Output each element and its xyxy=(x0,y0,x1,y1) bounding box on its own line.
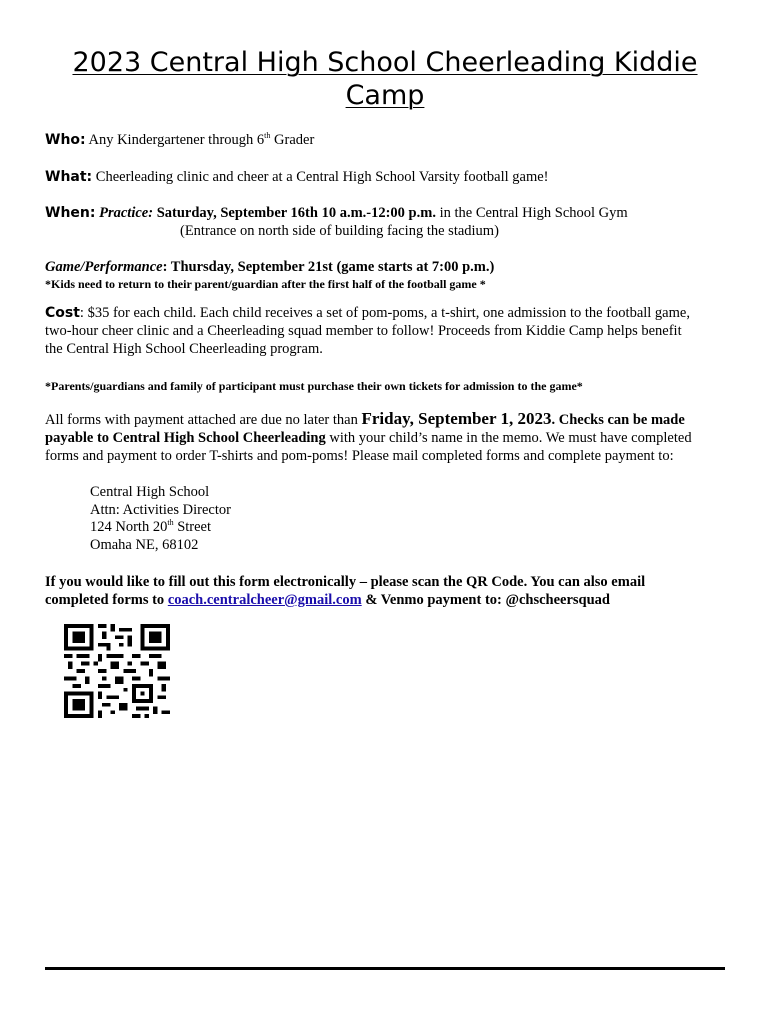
email-link[interactable]: coach.centralcheer@gmail.com xyxy=(167,592,362,608)
forms-payable: payable to Central High School Cheerleading xyxy=(45,430,326,446)
address-line4: Omaha NE, 68102 xyxy=(90,536,199,553)
who-label: Who: xyxy=(45,132,86,148)
address-line2: Attn: Activities Director xyxy=(90,501,231,518)
address-line3: 124 North 20 xyxy=(90,519,168,535)
practice-time: Saturday, September 16th 10 a.m.-12:00 p.m. xyxy=(156,205,436,221)
tickets-note: *Parents/guardians and family of participant must purchase their own tickets for admission to the game* xyxy=(45,379,583,393)
electronic-paragraph xyxy=(45,573,735,609)
practice-location: in the Central High School Gym xyxy=(435,205,628,221)
electronic-line1: If you would like to fill out this form electronically – please scan the QR Code. You can also email xyxy=(45,574,646,590)
mailing-address xyxy=(90,484,231,554)
game-label: Game/Performance xyxy=(45,259,163,275)
cost-line3: the Central High School Cheerleading program. xyxy=(45,341,323,357)
when-label: When: xyxy=(45,205,96,221)
forms-due-date: Friday, September 1, 2023 xyxy=(361,409,552,428)
game-note: *Kids need to return to their parent/guardian after the first half of the football game * xyxy=(45,277,486,291)
forms-paragraph xyxy=(45,410,735,465)
cost-label: Cost xyxy=(45,305,80,321)
who-line xyxy=(45,131,314,149)
forms-line3: forms and payment to order T-shirts and pom-poms! Please mail completed forms and complete payment to: xyxy=(45,448,674,464)
address-line1: Central High School xyxy=(90,484,210,500)
address-line3-sup: th xyxy=(167,518,174,528)
forms-checks: . Checks can be made xyxy=(551,412,685,428)
what-line xyxy=(45,168,549,186)
game-line xyxy=(45,258,494,276)
qr-code-icon[interactable] xyxy=(64,624,170,718)
game-time: : Thursday, September 21st (game starts at 7:00 p.m.) xyxy=(162,259,495,275)
page-title: 2023 Central High School Cheerleading Kiddie Camp xyxy=(72,47,698,111)
cost-line1: : $35 for each child. Each child receives a set of pom-poms, a t-shirt, one admission to the football game, xyxy=(79,305,690,321)
electronic-line2-post: & Venmo payment to: @chscheersquad xyxy=(361,592,610,608)
what-label: What: xyxy=(45,169,93,185)
who-sup: th xyxy=(264,131,271,141)
who-text-post: Grader xyxy=(270,132,315,148)
what-text: Cheerleading clinic and cheer at a Central High School Varsity football game! xyxy=(95,169,549,185)
when-line xyxy=(45,204,628,222)
practice-label: Practice: xyxy=(99,205,154,221)
entrance-note: (Entrance on north side of building facing the stadium) xyxy=(180,223,499,239)
electronic-line2-pre: completed forms to xyxy=(45,592,168,608)
cost-paragraph xyxy=(45,304,735,358)
bottom-divider xyxy=(45,967,725,970)
forms-line2-rest: with your child’s name in the memo. We must have completed xyxy=(325,430,692,446)
who-text: Any Kindergartener through 6 xyxy=(88,132,265,148)
forms-pre: All forms with payment attached are due no later than xyxy=(45,412,362,428)
cost-line2: two-hour cheer clinic and a Cheerleading squad member to follow! Proceeds from Kiddie Camp helps benefit xyxy=(45,323,682,339)
address-line3-post: Street xyxy=(173,519,212,535)
